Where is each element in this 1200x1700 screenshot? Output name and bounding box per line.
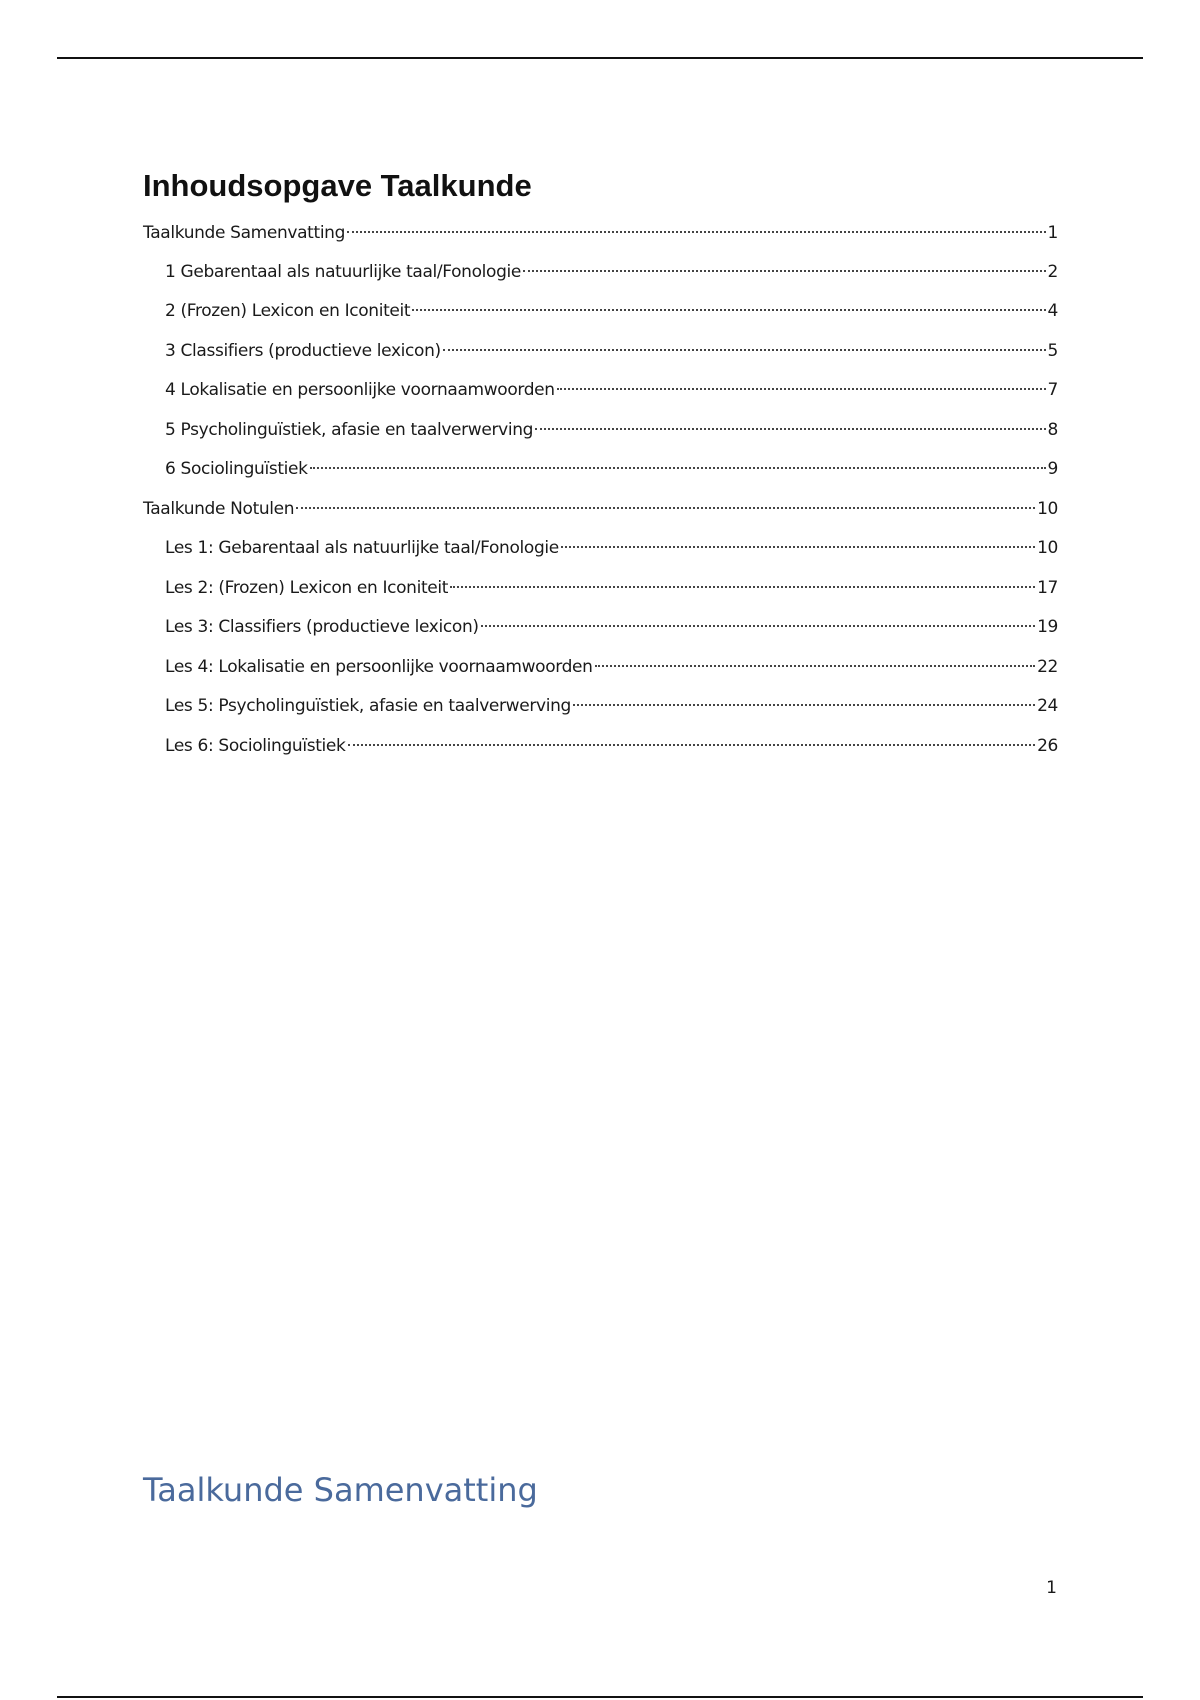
toc-entry-page: 24 [1037,696,1058,716]
toc-dot-leader [561,546,1035,548]
toc-entry-lokalisatie[interactable] [165,377,1058,403]
toc-entry-label: Les 5: Psycholinguïstiek, afasie en taalverwerving [165,696,571,716]
toc-dot-leader [523,270,1046,272]
toc-entry-classifiers[interactable] [165,338,1058,364]
toc-entry-page: 9 [1047,459,1058,479]
page-number: 1 [1046,1578,1057,1598]
toc-entry-page: 5 [1047,341,1058,361]
toc-dot-leader [557,388,1046,390]
toc-entry-label: 1 Gebarentaal als natuurlijke taal/Fonologie [165,262,522,282]
toc-entry-taalkunde-notulen[interactable] [143,496,1058,522]
toc-entry-page: 19 [1037,617,1058,637]
toc-entry-les-5[interactable] [165,693,1058,719]
toc-dot-leader [450,586,1035,588]
toc-entry-label: Taalkunde Notulen [143,499,295,519]
toc-entry-page: 2 [1047,262,1058,282]
toc-entry-page: 10 [1037,538,1058,558]
toc-entry-page: 4 [1047,301,1058,321]
toc-dot-leader [347,231,1045,233]
toc-entry-label: 4 Lokalisatie en persoonlijke voornaamwoorden [165,380,555,400]
toc-dot-leader [412,309,1045,311]
toc-entry-les-2[interactable] [165,575,1058,601]
toc-entry-label: 2 (Frozen) Lexicon en Iconiteit [165,301,411,321]
toc-dot-leader [310,467,1046,469]
toc-entry-label: Taalkunde Samenvatting [143,223,346,243]
toc-entry-les-6[interactable] [165,733,1058,759]
toc-entry-label: Les 3: Classifiers (productieve lexicon) [165,617,479,637]
toc-entry-label: Les 4: Lokalisatie en persoonlijke voornaamwoorden [165,657,593,677]
page-bottom-rule [57,1696,1143,1698]
toc-entry-page: 10 [1037,499,1058,519]
toc-dot-leader [348,744,1036,746]
toc-dot-leader [481,625,1035,627]
toc-entry-page: 7 [1047,380,1058,400]
toc-dot-leader [296,507,1035,509]
toc-entry-les-1[interactable] [165,535,1058,561]
toc-entry-psycholinguistiek[interactable] [165,417,1058,443]
toc-entry-page: 17 [1037,578,1058,598]
toc-entry-page: 8 [1047,420,1058,440]
toc-title: Inhoudsopgave Taalkunde [143,168,532,203]
page-top-rule [57,57,1143,59]
toc-entry-label: Les 2: (Frozen) Lexicon en Iconiteit [165,578,449,598]
toc-entry-lexicon-iconiteit[interactable] [165,298,1058,324]
toc-entry-les-4[interactable] [165,654,1058,680]
toc-dot-leader [535,428,1045,430]
toc-entry-page: 26 [1037,736,1058,756]
toc-entry-gebarentaal-fonologie[interactable] [165,259,1058,285]
toc-dot-leader [443,349,1046,351]
toc-entry-page: 1 [1047,223,1058,243]
toc-entry-label: 3 Classifiers (productieve lexicon) [165,341,441,361]
section-heading: Taalkunde Samenvatting [143,1471,538,1509]
toc-entry-label: Les 1: Gebarentaal als natuurlijke taal/Fonologie [165,538,559,558]
toc-entry-sociolinguistiek[interactable] [165,456,1058,482]
toc-entry-label: 5 Psycholinguïstiek, afasie en taalverwerving [165,420,534,440]
toc-entry-label: 6 Sociolinguïstiek [165,459,308,479]
toc-dot-leader [573,704,1035,706]
toc-entry-page: 22 [1037,657,1058,677]
toc-entry-les-3[interactable] [165,614,1058,640]
toc-dot-leader [595,665,1035,667]
toc-entry-label: Les 6: Sociolinguïstiek [165,736,346,756]
toc-entry-taalkunde-samenvatting[interactable] [143,220,1058,246]
